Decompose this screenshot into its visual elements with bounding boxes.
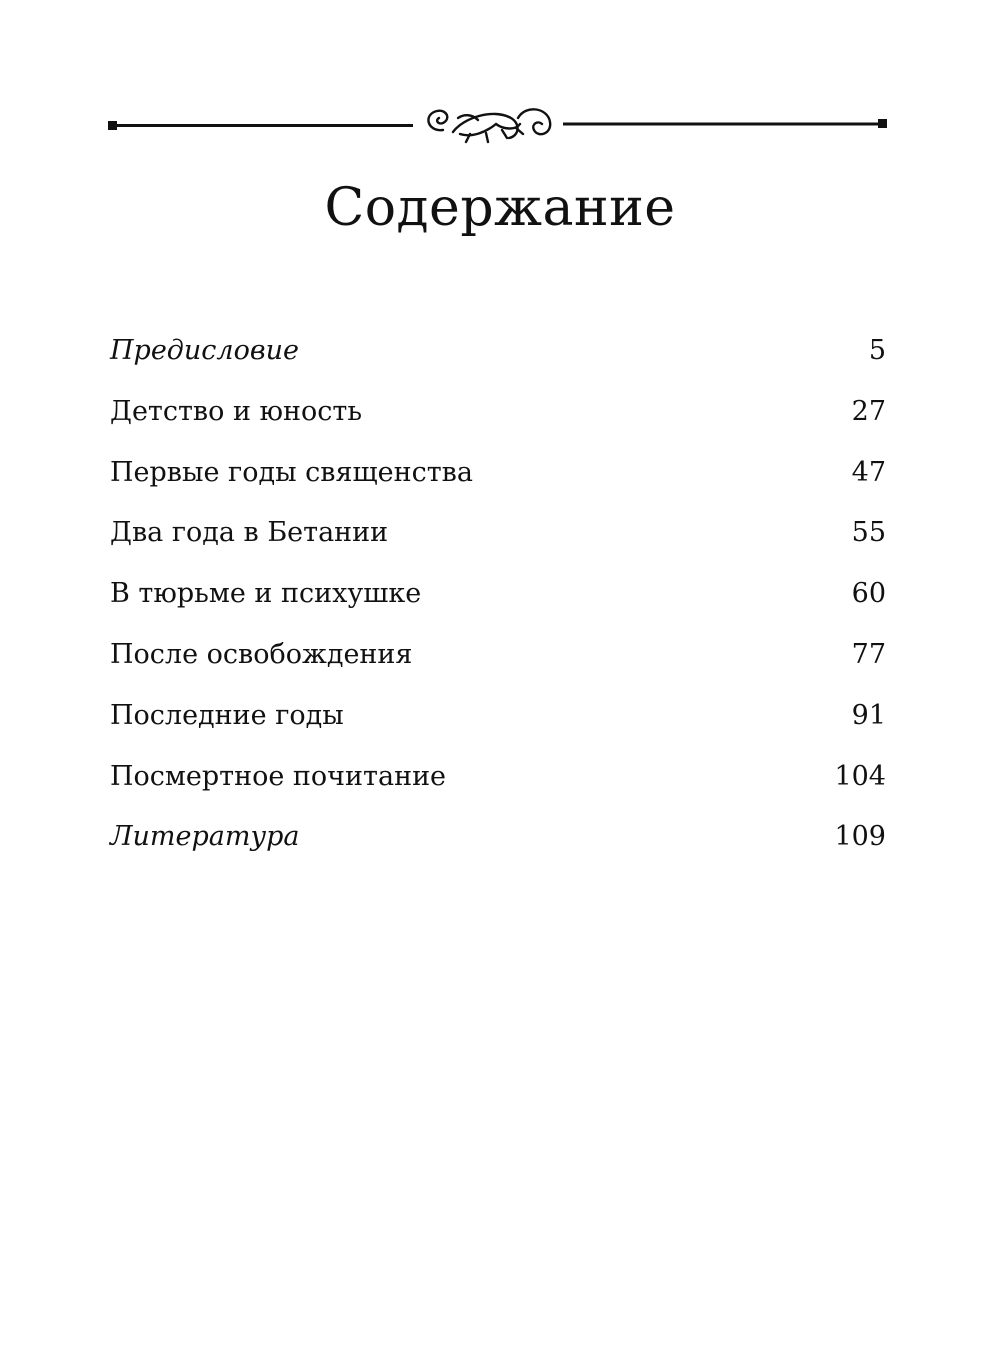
toc-entry-title: Литература	[110, 821, 300, 853]
toc-entry-page: 55	[851, 517, 886, 549]
toc-entry-preface[interactable]	[110, 330, 886, 391]
toc-entry-page: 5	[868, 335, 886, 366]
toc-entry-literature[interactable]	[110, 816, 886, 877]
ornament-divider	[108, 100, 888, 150]
toc-entry-title: В тюрьме и психушке	[110, 578, 422, 610]
toc-entry-page: 47	[851, 456, 886, 488]
toc-entry-title: Два года в Бетании	[110, 517, 389, 549]
page-title: Содержание	[324, 178, 676, 238]
toc-entry-page: 91	[851, 699, 886, 731]
toc-entry-veneration[interactable]	[110, 756, 886, 817]
toc-entry-title: После освобождения	[110, 638, 413, 670]
toc-entry-last-years[interactable]	[110, 695, 886, 756]
toc-entry-page: 77	[851, 638, 886, 670]
toc-entry-page: 27	[851, 395, 886, 427]
toc-entry-bethany[interactable]	[110, 512, 886, 573]
toc-entry-title: Последние годы	[110, 699, 344, 731]
toc-entry-title: Посмертное почитание	[110, 760, 447, 792]
toc-entry-page: 104	[834, 760, 886, 792]
toc-entry-title: Детство и юность	[110, 395, 363, 427]
floral-ornament-icon	[428, 109, 550, 142]
table-of-contents	[110, 330, 886, 877]
toc-entry-release[interactable]	[110, 634, 886, 695]
divider-end-left	[108, 121, 117, 130]
toc-entry-prison[interactable]	[110, 573, 886, 634]
toc-entry-childhood[interactable]	[110, 391, 886, 452]
toc-entry-title: Предисловие	[110, 335, 299, 366]
toc-entry-first-years[interactable]	[110, 452, 886, 513]
toc-entry-page: 60	[851, 578, 886, 610]
toc-entry-title: Первые годы священства	[110, 456, 473, 488]
toc-entry-page: 109	[834, 821, 886, 853]
divider-end-right	[878, 119, 887, 128]
